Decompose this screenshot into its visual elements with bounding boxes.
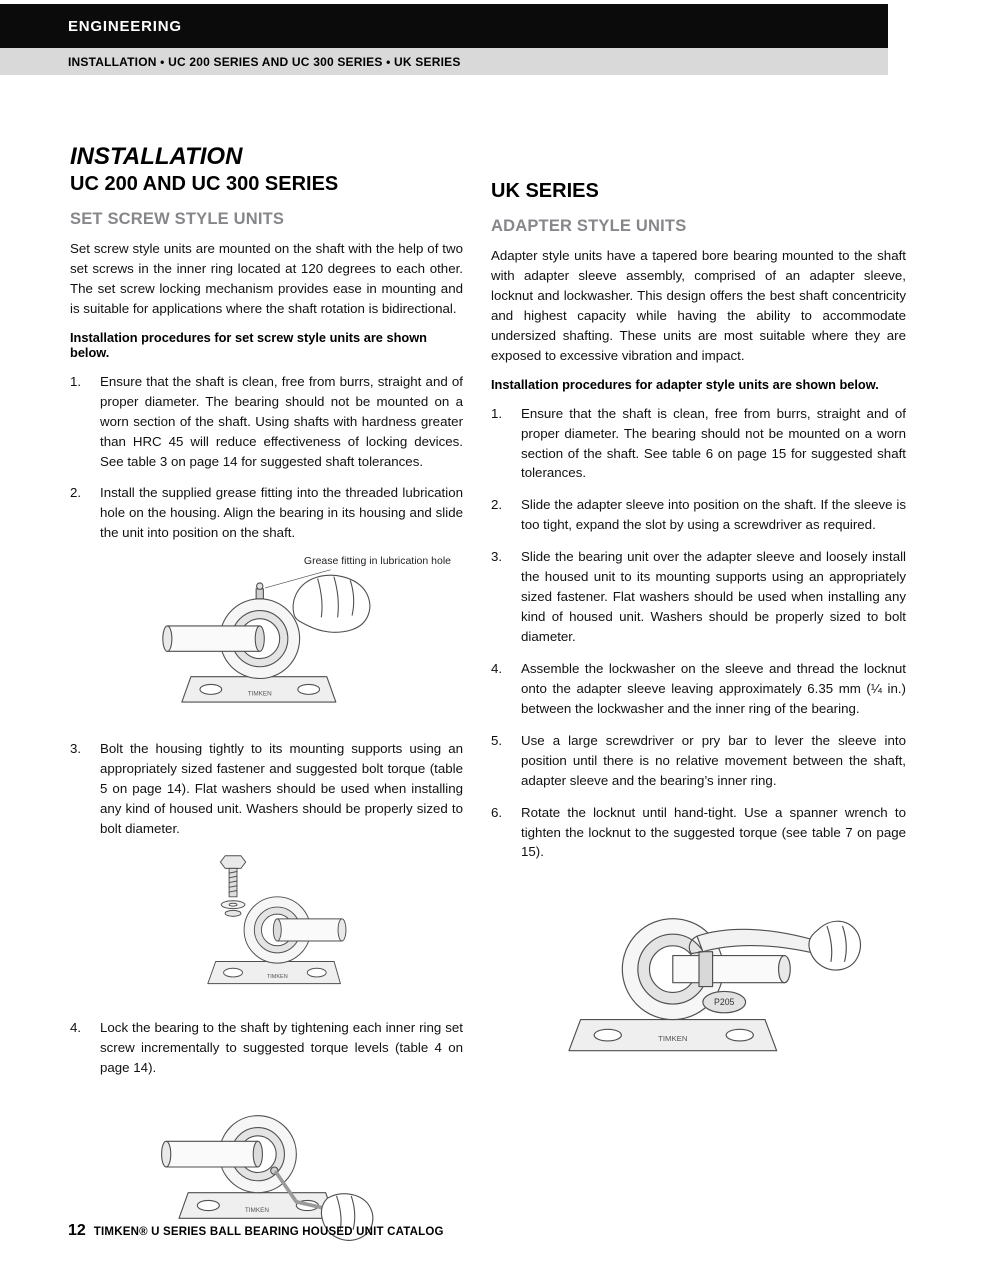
brand-label: TIMKEN — [244, 1206, 269, 1214]
subheader-text: INSTALLATION • UC 200 SERIES AND UC 300 SERIES • UK SERIES — [68, 54, 461, 69]
set-screw-step-2 — [70, 483, 463, 543]
step-number: 2. — [491, 497, 503, 513]
illustration-spanner-wrench — [534, 874, 864, 1073]
set-screw-intro: Set screw style units are mounted on the shaft with the help of two set screws in the inner ring located at 120 degrees to each other. The set screw locking mechanism provides ease in mounting and is suitable for applications where the shaft rotation is bidirectional. — [70, 241, 463, 316]
subheader-bar — [0, 48, 888, 75]
adapter-step-4 — [491, 659, 906, 719]
brand-label: TIMKEN — [266, 974, 288, 981]
adapter-step-3 — [491, 547, 906, 647]
step-number: 5. — [491, 732, 503, 748]
locknut — [699, 952, 713, 987]
step-text: Lock the bearing to the shaft by tightening each inner ring set screw incrementally to suggested torque levels (table 4 on page 14). — [100, 1019, 463, 1075]
right-column — [491, 142, 906, 1272]
set-screw-step-4 — [70, 1018, 463, 1078]
header-bar — [0, 4, 888, 48]
step-text: Assemble the lockwasher on the sleeve and thread the locknut onto the adapter sleeve leaving approximately 6.35 mm (¼ in.) between the lockwasher and the inner ring of the bearing. — [521, 660, 906, 716]
step-text: Install the supplied grease fitting into the threaded lubrication hole on the housing. Align the bearing in its housing and slide the unit into position on the shaft. — [100, 485, 463, 541]
adapter-step-1 — [491, 404, 906, 484]
bolt-hole — [223, 968, 242, 977]
hand — [293, 576, 370, 633]
step-number: 2. — [70, 485, 82, 501]
step-number: 3. — [70, 741, 82, 757]
shaft-end — [273, 919, 281, 941]
left-column — [70, 142, 463, 1272]
bolt-hole — [297, 685, 319, 695]
footer-page-number: 12 — [68, 1222, 86, 1239]
adapter-intro: Adapter style units have a tapered bore bearing mounted to the shaft with adapter sleeve assembly, comprised of an adapter sleeve, locknut and lockwasher. This design offers the best shaft concentricity and highest capacity while having the ability to accommodate undersized shafting. These units are most suitable where they are exposed to excessive vibration and impact. — [491, 248, 906, 363]
page-footer — [68, 1222, 444, 1240]
shaft — [167, 626, 259, 651]
set-screw-procedures-lead: Installation procedures for set screw style units are shown below. — [70, 329, 427, 360]
step-number: 3. — [491, 549, 503, 565]
figure-caption: Grease fitting in lubrication hole — [303, 555, 451, 568]
adapter-step-5 — [491, 731, 906, 791]
page-title-installation: INSTALLATION — [70, 143, 243, 170]
illustration-grease-fitting-install — [156, 568, 378, 722]
brand-label: TIMKEN — [657, 1034, 687, 1044]
step-text: Ensure that the shaft is clean, free from burrs, straight and of proper diameter. The bearing should not be mounted on a worn section of the shaft. See table 6 on page 15 for suggested shaft tolerances. — [521, 405, 906, 481]
shaft-end — [161, 1141, 170, 1167]
hand — [808, 922, 859, 971]
step-text: Use a large screwdriver or pry bar to lever the sleeve into position until there is no relative movement between the shaft, adapter sleeve and the bearing’s inner ring. — [521, 732, 906, 788]
section-heading-adapter: ADAPTER STYLE UNITS — [491, 217, 687, 235]
step-text: Bolt the housing tightly to its mounting supports using an appropriately sized fastener and suggested bolt torque (table 5 on page 14). Flat washers should be used when installing any kind of housed unit. Washers should be properly sized to bolt diameter. — [100, 741, 463, 836]
set-screw-step-1 — [70, 372, 463, 472]
shaft — [277, 919, 342, 941]
page-title-uc-series: UC 200 AND UC 300 SERIES — [70, 173, 339, 195]
bolt-hole — [197, 1200, 219, 1210]
footer-text: TIMKEN® U SERIES BALL BEARING HOUSED UNIT CATALOG — [93, 1226, 444, 1238]
step-number: 1. — [491, 405, 503, 421]
illustration-bolt-housing — [184, 851, 350, 1001]
shaft-end — [253, 1141, 262, 1167]
shaft-end — [778, 956, 790, 983]
bolt-head — [220, 856, 245, 869]
shaft-end — [162, 626, 171, 651]
bolt-hole — [594, 1030, 621, 1042]
shaft-end — [255, 626, 264, 651]
step-text: Ensure that the shaft is clean, free from burrs, straight and of proper diameter. The bearing should not be mounted on a worn section of the shaft. Using shafts with hardness greater than HRC 45 will reduce effectiveness of locking devices. See table 3 on page 14 for suggested shaft tolerances. — [100, 373, 463, 469]
section-heading-set-screw: SET SCREW STYLE UNITS — [70, 210, 285, 228]
figure-spanner-wrench — [491, 874, 906, 1078]
bolt-hole — [726, 1030, 753, 1042]
shaft-end — [338, 919, 346, 941]
step-number: 1. — [70, 373, 82, 389]
figure-bolt-housing — [70, 851, 463, 1006]
unit-code-label: P205 — [713, 997, 734, 1008]
grease-fitting-tip — [256, 583, 262, 589]
step-text: Slide the adapter sleeve into position on the shaft. If the sleeve is too tight, expand the slot by using a screwdriver as required. — [521, 497, 906, 533]
adapter-procedures-lead: Installation procedures for adapter style units are shown below. — [491, 376, 879, 392]
step-text: Slide the bearing unit over the adapter sleeve and loosely install the housed unit to its mounting supports using an appropriately sized fastener. Flat washers should be used when installing any kind of housed unit. Washers should be properly sized to bolt diameter. — [521, 549, 906, 644]
bolt-hole — [199, 685, 221, 695]
set-screw-step-3 — [70, 739, 463, 839]
shaft — [166, 1141, 258, 1167]
lock-washer — [225, 910, 241, 916]
step-number: 6. — [491, 804, 503, 820]
header-title: ENGINEERING — [68, 17, 182, 35]
shaft — [672, 956, 784, 983]
step-text: Rotate the locknut until hand-tight. Use a spanner wrench to tighten the locknut to the suggested torque (see table 7 on page 15). — [521, 804, 906, 860]
step-number: 4. — [70, 1019, 82, 1035]
grease-fitting-icon — [256, 589, 263, 599]
step-number: 4. — [491, 660, 503, 676]
page-content — [70, 142, 906, 1272]
adapter-step-6 — [491, 803, 906, 863]
brand-label: TIMKEN — [247, 690, 272, 698]
adapter-step-2 — [491, 495, 906, 535]
figure-grease-fitting — [70, 555, 463, 727]
page-title-uk-series: UK SERIES — [491, 180, 599, 202]
bolt-hole — [307, 968, 326, 977]
